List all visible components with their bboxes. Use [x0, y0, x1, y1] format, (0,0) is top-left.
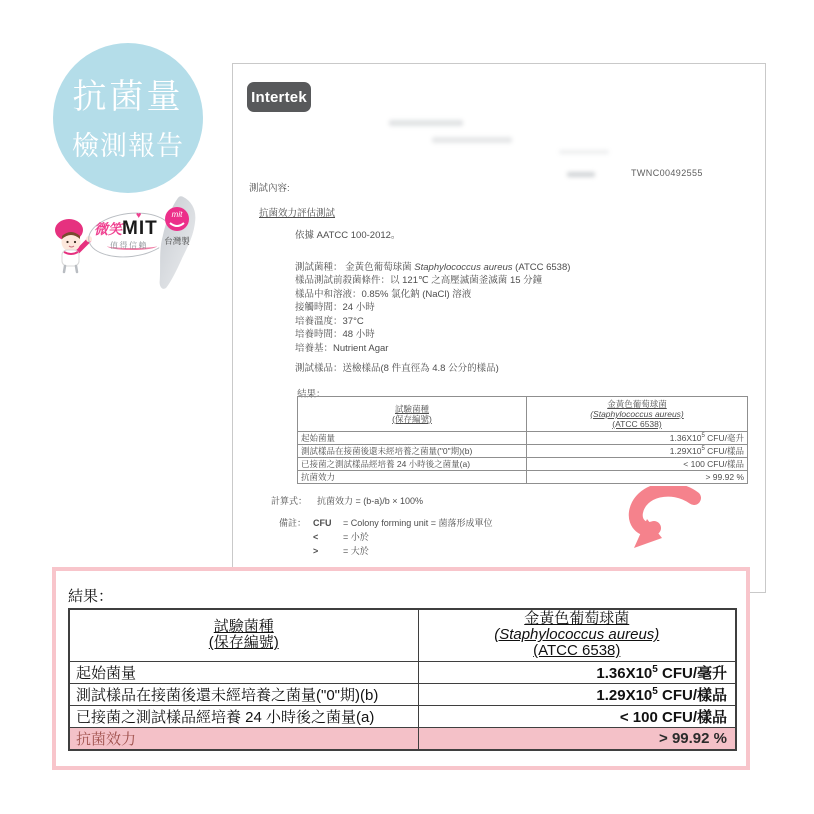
detail-line: 接觸時間：24 小時: [295, 302, 375, 313]
header-species-col: 試驗菌種 (保存編號): [298, 397, 527, 432]
detail-line: 培養時間：48 小時: [295, 329, 375, 340]
heart-icon: ♥: [136, 210, 142, 220]
species-prefix: 測試菌種： 金黃色葡萄球菌: [295, 261, 415, 273]
redacted-text: [567, 172, 595, 177]
redacted-text: [559, 150, 609, 154]
notes-block: [279, 516, 493, 558]
report-number: TWNC00492555: [631, 168, 703, 178]
sample-line: 測試樣品：送檢樣品(8 件直徑為 4.8 公分的樣品): [295, 363, 499, 374]
test-title: 抗菌效力評估測試: [259, 208, 336, 219]
species-name: Staphylococcus aureus: [414, 261, 513, 273]
mit-badge: [52, 192, 210, 310]
table-row: 測試樣品在接菌後還未經培養之菌量("0"期)(b) $1.29X10^5$ CFU/樣品: [69, 683, 736, 705]
note-row: < = 小於: [313, 532, 369, 542]
mit-seal-text: mit: [171, 210, 183, 219]
header-species-col: 試驗菌種 (保存編號): [69, 609, 418, 661]
note-row: > = 大於: [313, 546, 369, 556]
results-table-small: [297, 396, 748, 484]
header-bacteria-col: 金黃色葡萄球菌 (Staphylococcus aureus) (ATCC 6538): [418, 609, 736, 661]
table-row: 測試樣品在接菌後還未經培養之菌量("0"期)(b) $1.29X10^5$ CFU/樣品: [298, 445, 748, 458]
detail-line: 樣品中和溶液：0.85% 氯化鈉 (NaCl) 溶液: [295, 288, 472, 300]
badge-line1: 抗菌量: [72, 78, 184, 116]
table-header-row: [69, 609, 736, 661]
header-bacteria-col: 金黃色葡萄球菌 (Staphylococcus aureus) (ATCC 6538): [527, 397, 748, 432]
detail-line: 培養基：Nutrient Agar: [295, 342, 389, 354]
document-body: [295, 229, 745, 376]
badge-line2: 檢測報告: [72, 131, 184, 161]
result-zoom-panel: [52, 567, 750, 770]
table-row: 抗菌效力 > 99.92 %: [298, 471, 748, 484]
mit-brand: [94, 218, 158, 240]
table-row: 起始菌量 $1.36X10^5$ CFU/毫升: [298, 432, 748, 445]
redacted-text: [389, 120, 463, 126]
table-row: 已接菌之測試樣品經培養 24 小時後之菌量(a) < 100 CFU/樣品: [69, 705, 736, 727]
standard-line: 依據 AATCC 100-2012。: [295, 230, 401, 241]
table-row: 起始菌量 $1.36X10^5$ CFU/毫升: [69, 661, 736, 683]
table-header-row: [298, 397, 748, 432]
made-in-taiwan-label: 台灣製: [164, 236, 190, 246]
intertek-logo: [247, 82, 311, 112]
detail-line: 樣品測試前殺菌條件：以 121℃ 之高壓滅菌釜滅菌 15 分鐘: [295, 275, 543, 286]
formula-line: [271, 494, 423, 507]
results-table-large: [68, 608, 737, 751]
results-label: 結果：: [297, 389, 326, 400]
results-label-large: 結果：: [68, 588, 114, 605]
mit-brand-smile: 微笑: [94, 221, 122, 237]
mit-tagline: 值得信賴: [110, 241, 148, 250]
test-content-label: 測試內容:: [249, 183, 290, 194]
species-line: [295, 261, 745, 275]
formula-label: 計算式：: [271, 496, 308, 506]
table-row: 已接菌之測試樣品經培養 24 小時後之菌量(a) < 100 CFU/樣品: [298, 458, 748, 471]
detail-line: 培養溫度：37°C: [295, 315, 364, 327]
species-strain: (ATCC 6538): [512, 261, 571, 273]
mit-mascot-icon: [52, 218, 92, 274]
curved-arrow-icon: [620, 486, 702, 554]
report-badge: [53, 43, 203, 193]
intertek-logo-text: Intertek: [251, 88, 307, 106]
table-row-highlighted: 抗菌效力 > 99.92 %: [69, 727, 736, 750]
note-row: 備註： CFU = Colony forming unit = 菌落形成單位: [279, 518, 493, 528]
taiwan-map-icon: [152, 194, 200, 294]
formula-text: 抗菌效力 = (b-a)/b × 100%: [317, 496, 424, 506]
mit-brand-mit: MIT: [122, 218, 158, 239]
redacted-text: [432, 137, 512, 143]
